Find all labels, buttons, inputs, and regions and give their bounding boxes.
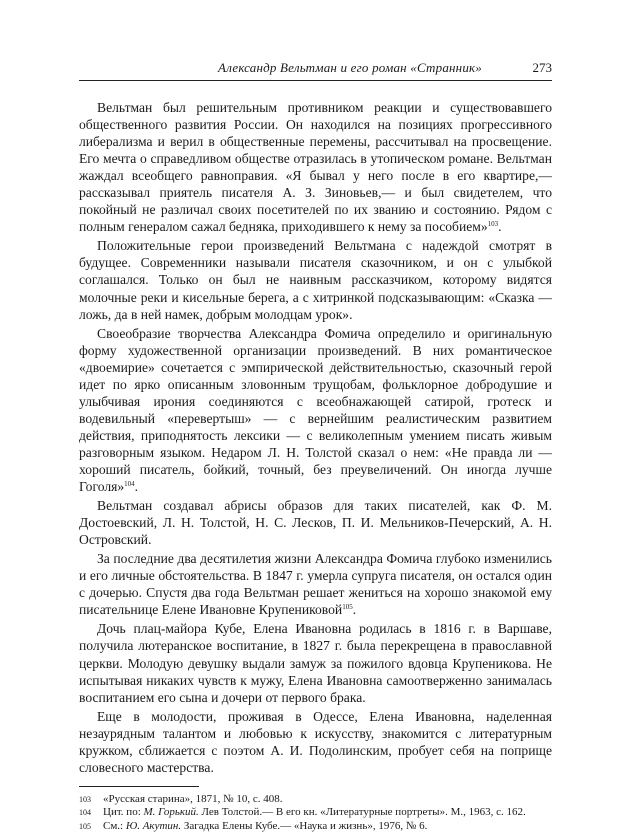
paragraph: За последние два десятилетия жизни Александра Фомича глубоко изменились и его личные обстоятельства. В 1847 г. умерла супруга писателя, он остался один с дочерью. Спустя два года Вельтман решает жениться на хорошо знакомой ему писательнице Елене Ивановне Крупениковой$^{105}$. [79,551,552,618]
body-text [79,99,552,776]
footnotes [79,793,552,833]
page-number: 273 [532,60,552,75]
paragraph: Вельтман создавал абрисы образов для таких писателей, как Ф. М. Достоевский, Л. Н. Толстой, Н. С. Лесков, П. И. Мельников-Печерский, А. Н. Островский. [79,498,552,548]
paragraph: Дочь плац-майора Кубе, Елена Ивановна родилась в 1816 г. в Варшаве, получила лютеранское воспитание, в 1827 г. была перекрещена в православной церкви. Молодую девушку выдали замуж за пожилого вдовца Крупеникова. Не испытывая никаких чувств к мужу, Елена Ивановна самоотверженно занималась воспитанием его сына и дочери от первого брака. [79,621,552,705]
paragraph: Еще в молодости, проживая в Одессе, Елена Ивановна, наделенная незаурядным талантом и любовью к искусству, знакомится с литературным кружком, сближается с поэтом А. И. Подолинским, пробует себя на поприще словесного мастерства. [79,708,552,775]
footnote: 105 См.: Ю. Акутин. Загадка Елены Кубе.— «Наука и жизнь», 1976, № 6. [79,819,428,832]
footnote: 103 «Русская старина», 1871, № 10, с. 408. [79,792,283,805]
footnote-ref[interactable]: 103 [487,220,499,229]
paragraph: Положительные герои произведений Вельтмана с надеждой смотрят в будущее. Современники называли писателя сказочником, и он с улыбкой соглашался. Только он был не наивным рассказчиком, которому видятся молочные реки и кисельные берега, а с хитринкой подсказывающим: «Сказка — ложь, да в ней намек, добрым молодцам урок». [79,238,552,322]
footnote: 104 Цит. по: М. Горький. Лев Толстой.— В его кн. «Литературные портреты». М., 1963, с. 162. [79,806,526,819]
paragraph: Своеобразие творчества Александра Фомича определило и оригинальную форму художественной организации произведений. В них романтическое «двоемирие» сочетается с эмпирической действительностью, сказочный герой идет по ярко описанным зловонным трущобам, фольклорное добродушие и улыбчивая ирония соединяются с всеобнажающей сатирой, гротеск и водевильный «перевертыш» — с вернейшим реалистическим развитием действия, приподнятость лексики — с великолепным умением писать живым разговорным языком. Недаром Л. Н. Толстой сказал о нем: «Не правда ли — хороший писатель, бойкий, точный, без преувеличений. Он иногда лучше Гоголя»$^{104}$. [79,325,552,495]
page [79,58,552,833]
footnote-divider [79,786,199,787]
footnote-number: 104 [79,808,91,818]
page-header [79,58,552,81]
running-title: Александр Вельтман и его роман «Странник» [218,60,482,75]
footnote-number: 105 [79,821,91,831]
paragraph: Вельтман был решительным противником реакции и существовавшего общественного развития России. Он находился на позициях прогрессивного либерализма и верил в общественные перемены, рассчитывал на просвещение. Его мечта о справедливом обществе отразилась в утопическом романе. Вельтман жаждал всеобщего равноправия. «Я бывал у него после в его квартире,— рассказывал приятель писателя А. З. Зиновьев,— и был свидетелем, что покойный не различал своих посетителей по их званию и состоянию. Рядом с полным генералом сажал бедняка, приходившего к нему за пособием»$^{103}$. [79,100,552,235]
footnote-ref[interactable]: 105 [342,603,353,612]
footnote-number: 103 [79,794,91,804]
footnote-ref[interactable]: 104 [124,480,135,489]
